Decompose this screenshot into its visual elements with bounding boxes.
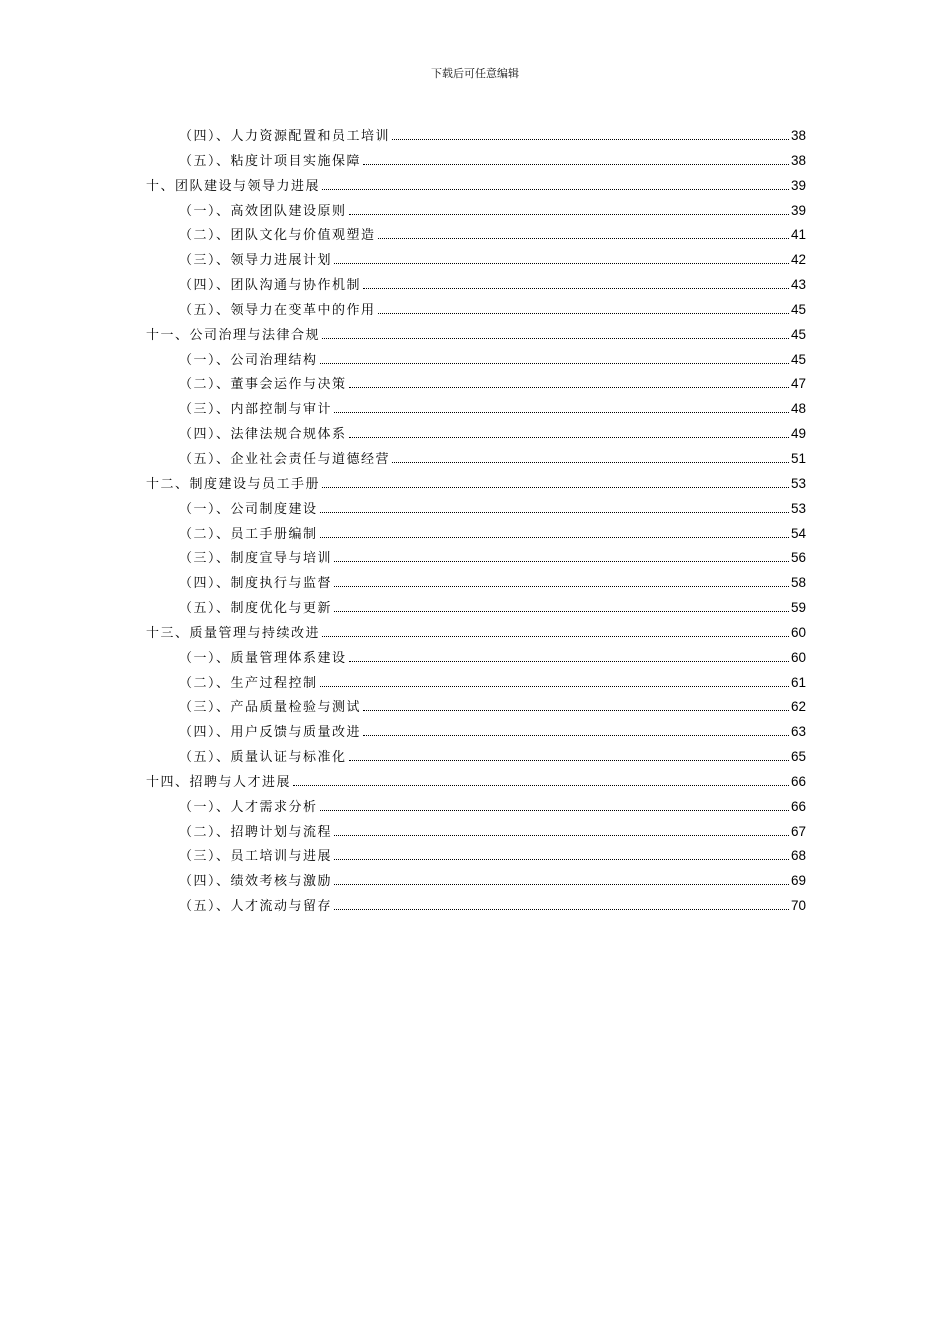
toc-entry-title[interactable]: 十四、招聘与人才进展	[146, 774, 292, 790]
toc-dot-leader	[322, 636, 789, 637]
toc-section-entry[interactable]	[146, 275, 806, 300]
toc-dot-leader	[349, 437, 789, 438]
toc-section-entry[interactable]	[146, 896, 806, 921]
toc-page-number[interactable]: 41	[790, 227, 806, 243]
toc-page-number[interactable]: 56	[790, 550, 806, 566]
toc-dot-leader	[320, 810, 789, 811]
toc-page-number[interactable]: 66	[790, 773, 806, 789]
toc-entry-title[interactable]: （四）、人力资源配置和员工培训	[179, 129, 391, 144]
toc-page-number[interactable]: 49	[790, 426, 806, 442]
toc-entry-title[interactable]: （三）、制度宣导与培训	[179, 551, 333, 567]
toc-section-entry[interactable]	[146, 201, 806, 226]
toc-dot-leader	[322, 338, 789, 339]
toc-page-number[interactable]: 62	[790, 699, 806, 715]
toc-page-number[interactable]: 69	[790, 873, 806, 889]
toc-entry-title[interactable]: （四）、法律法规合规体系	[179, 427, 347, 443]
toc-page-number[interactable]: 65	[790, 749, 806, 765]
toc-dot-leader	[363, 735, 789, 736]
table-of-contents	[146, 126, 806, 921]
toc-section-entry[interactable]	[146, 797, 806, 822]
toc-entry-title[interactable]: （一）、高效团队建设原则	[179, 203, 347, 219]
toc-dot-leader	[334, 835, 789, 836]
toc-page-number[interactable]: 51	[790, 450, 806, 466]
toc-section-entry[interactable]	[146, 573, 806, 598]
toc-dot-leader	[392, 462, 789, 463]
page-header: 下载后可任意编辑	[431, 67, 519, 80]
toc-page-number[interactable]: 45	[790, 351, 806, 367]
toc-dot-leader	[363, 288, 789, 289]
toc-page-number[interactable]: 43	[790, 277, 806, 293]
toc-page-number[interactable]: 39	[790, 202, 806, 218]
toc-dot-leader	[392, 139, 789, 140]
toc-section-entry[interactable]	[146, 871, 806, 896]
toc-page-number[interactable]: 47	[790, 376, 806, 392]
toc-dot-leader	[320, 363, 789, 364]
toc-dot-leader	[334, 859, 789, 860]
toc-entry-title[interactable]: （四）、绩效考核与激励	[179, 874, 333, 890]
toc-entry-title[interactable]: （二）、董事会运作与决策	[179, 377, 347, 393]
toc-section-entry[interactable]	[146, 722, 806, 747]
toc-dot-leader	[363, 164, 789, 165]
toc-entry-title[interactable]: （四）、用户反馈与质量改进	[179, 725, 362, 741]
toc-section-entry[interactable]	[146, 499, 806, 524]
toc-section-entry[interactable]	[146, 399, 806, 424]
toc-dot-leader	[334, 263, 789, 264]
toc-section-entry[interactable]	[146, 151, 806, 176]
toc-entry-title[interactable]: （五）、人才流动与留存	[179, 899, 333, 915]
toc-dot-leader	[349, 661, 789, 662]
toc-section-entry[interactable]	[146, 697, 806, 722]
toc-dot-leader	[334, 561, 789, 562]
toc-section-entry[interactable]	[146, 374, 806, 399]
toc-entry-title[interactable]: （二）、生产过程控制	[179, 675, 318, 691]
toc-page-number[interactable]: 42	[790, 252, 806, 268]
toc-section-entry[interactable]	[146, 548, 806, 573]
toc-entry-title[interactable]: （五）、粘度计项目实施保障	[179, 153, 362, 169]
toc-section-entry[interactable]	[146, 250, 806, 275]
toc-section-entry[interactable]	[146, 424, 806, 449]
toc-section-entry[interactable]	[146, 350, 806, 375]
toc-dot-leader	[320, 512, 789, 513]
toc-dot-leader	[320, 537, 789, 538]
toc-chapter-entry[interactable]	[146, 772, 806, 797]
toc-entry-title[interactable]: （四）、团队沟通与协作机制	[179, 278, 362, 294]
toc-entry-title[interactable]: （一）、公司治理结构	[179, 352, 318, 368]
toc-entry-title[interactable]: （二）、招聘计划与流程	[179, 824, 333, 840]
toc-dot-leader	[349, 387, 789, 388]
toc-entry-title[interactable]: （五）、制度优化与更新	[179, 601, 333, 617]
toc-section-entry[interactable]	[146, 225, 806, 250]
toc-dot-leader	[320, 686, 789, 687]
toc-entry-title[interactable]: 十二、制度建设与员工手册	[146, 476, 321, 492]
toc-page-number[interactable]: 66	[790, 798, 806, 814]
toc-entry-title[interactable]: （五）、质量认证与标准化	[179, 750, 347, 766]
toc-entry-title[interactable]: （二）、员工手册编制	[179, 526, 318, 542]
toc-page-number[interactable]: 67	[790, 823, 806, 839]
toc-page-number[interactable]: 39	[790, 177, 806, 193]
toc-dot-leader	[322, 189, 789, 190]
toc-page-number[interactable]: 38	[790, 152, 806, 168]
toc-page-number[interactable]: 38	[790, 128, 806, 143]
toc-section-entry[interactable]	[146, 747, 806, 772]
toc-page-number[interactable]: 61	[790, 674, 806, 690]
toc-page-number[interactable]: 53	[790, 500, 806, 516]
toc-chapter-entry[interactable]	[146, 474, 806, 499]
toc-dot-leader	[349, 214, 789, 215]
toc-entry-title[interactable]: （三）、产品质量检验与测试	[179, 700, 362, 716]
toc-chapter-entry[interactable]	[146, 623, 806, 648]
toc-section-entry[interactable]	[146, 673, 806, 698]
toc-dot-leader	[378, 313, 789, 314]
toc-entry-title[interactable]: （三）、领导力进展计划	[179, 253, 333, 269]
toc-entry-title[interactable]: （四）、制度执行与监督	[179, 576, 333, 592]
toc-dot-leader	[293, 785, 789, 786]
toc-page-number[interactable]: 45	[790, 326, 806, 342]
toc-page-number[interactable]: 48	[790, 401, 806, 417]
toc-section-entry[interactable]	[146, 648, 806, 673]
toc-page-number[interactable]: 45	[790, 301, 806, 317]
toc-page-number[interactable]: 54	[790, 525, 806, 541]
toc-page-number[interactable]: 70	[790, 898, 806, 914]
toc-section-entry[interactable]	[146, 822, 806, 847]
toc-dot-leader	[334, 586, 789, 587]
toc-section-entry[interactable]	[146, 126, 806, 151]
toc-dot-leader	[363, 710, 789, 711]
toc-page-number[interactable]: 60	[790, 624, 806, 640]
toc-entry-title[interactable]: （一）、人才需求分析	[179, 799, 318, 815]
toc-dot-leader	[378, 238, 789, 239]
toc-section-entry[interactable]	[146, 449, 806, 474]
toc-section-entry[interactable]	[146, 300, 806, 325]
toc-entry-title[interactable]: （三）、员工培训与进展	[179, 849, 333, 865]
toc-dot-leader	[334, 611, 789, 612]
toc-entry-title[interactable]: （三）、内部控制与审计	[179, 402, 333, 418]
toc-chapter-entry[interactable]	[146, 325, 806, 350]
toc-dot-leader	[334, 884, 789, 885]
toc-entry-title[interactable]: 十三、质量管理与持续改进	[146, 625, 321, 641]
toc-entry-title[interactable]: （一）、公司制度建设	[179, 501, 318, 517]
toc-entry-title[interactable]: （一）、质量管理体系建设	[179, 650, 347, 666]
toc-entry-title[interactable]: （五）、企业社会责任与道德经营	[179, 451, 391, 467]
toc-entry-title[interactable]: （五）、领导力在变革中的作用	[179, 302, 376, 318]
toc-page-number[interactable]: 60	[790, 649, 806, 665]
toc-dot-leader	[334, 909, 789, 910]
toc-dot-leader	[349, 760, 789, 761]
toc-page-number[interactable]: 58	[790, 575, 806, 591]
toc-page-number[interactable]: 59	[790, 600, 806, 616]
toc-dot-leader	[334, 412, 789, 413]
toc-chapter-entry[interactable]	[146, 176, 806, 201]
toc-section-entry[interactable]	[146, 846, 806, 871]
toc-entry-title[interactable]: 十一、公司治理与法律合规	[146, 327, 321, 343]
toc-section-entry[interactable]	[146, 598, 806, 623]
toc-entry-title[interactable]: （二）、团队文化与价值观塑造	[179, 228, 376, 244]
toc-page-number[interactable]: 68	[790, 848, 806, 864]
toc-page-number[interactable]: 53	[790, 475, 806, 491]
toc-entry-title[interactable]: 十、团队建设与领导力进展	[146, 178, 321, 194]
toc-page-number[interactable]: 63	[790, 724, 806, 740]
toc-section-entry[interactable]	[146, 524, 806, 549]
toc-dot-leader	[322, 487, 789, 488]
